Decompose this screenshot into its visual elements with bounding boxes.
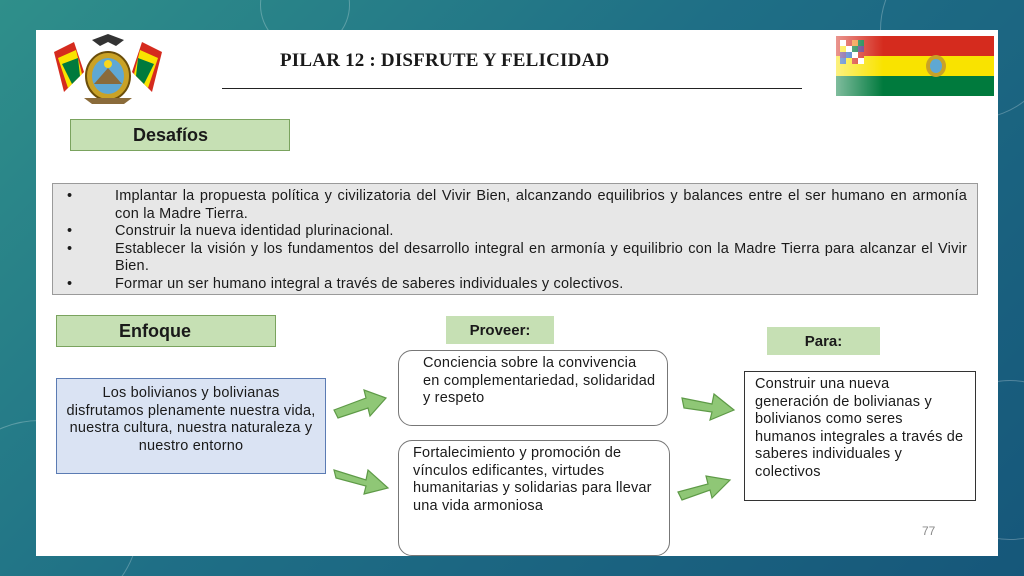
list-item: • Formar un ser humano integral a través de saberes individuales y colectivos. xyxy=(63,276,967,294)
para-label: Para: xyxy=(767,327,880,355)
enfoque-label: Enfoque xyxy=(56,315,276,347)
bolivia-coat-of-arms-icon xyxy=(44,32,172,108)
slide xyxy=(36,30,998,556)
right-arrow-icon xyxy=(332,388,388,420)
page-title: PILAR 12 : DISFRUTE Y FELICIDAD xyxy=(280,50,610,71)
title-divider xyxy=(222,88,802,89)
page-number: 77 xyxy=(922,524,936,538)
list-item: • Construir la nueva identidad plurinacional. xyxy=(63,223,967,241)
para-box: Construir una nueva generación de bolivianas y bolivianos como seres humanos integrales a través de saberes individuales y colectivos xyxy=(744,371,976,501)
proveer-label: Proveer: xyxy=(446,316,554,344)
proveer-item-conciencia: Conciencia sobre la convivencia en complementariedad, solidaridad y respeto xyxy=(398,350,668,426)
right-arrow-icon xyxy=(680,390,736,424)
right-arrow-icon xyxy=(676,468,732,502)
list-item: • Establecer la visión y los fundamentos del desarrollo integral en armonía y equilibrio con la Madre Tierra para alcanzar el Vivir Bien. xyxy=(63,241,967,276)
right-arrow-icon xyxy=(332,462,390,496)
desafios-list xyxy=(52,183,978,295)
proveer-item-fortalecimiento: Fortalecimiento y promoción de vínculos edificantes, virtudes humanitarias y solidarias para llevar una vida armoniosa xyxy=(398,440,670,556)
list-item: • Implantar la propuesta política y civilizatoria del Vivir Bien, alcanzando equilibrios y balances entre el ser humano en armonía con la Madre Tierra. xyxy=(63,188,967,223)
bolivia-flags-icon xyxy=(836,36,994,96)
enfoque-box: Los bolivianos y bolivianas disfrutamos plenamente nuestra vida, nuestra cultura, nuestra naturaleza y nuestro entorno xyxy=(56,378,326,474)
desafios-label: Desafíos xyxy=(70,119,290,151)
